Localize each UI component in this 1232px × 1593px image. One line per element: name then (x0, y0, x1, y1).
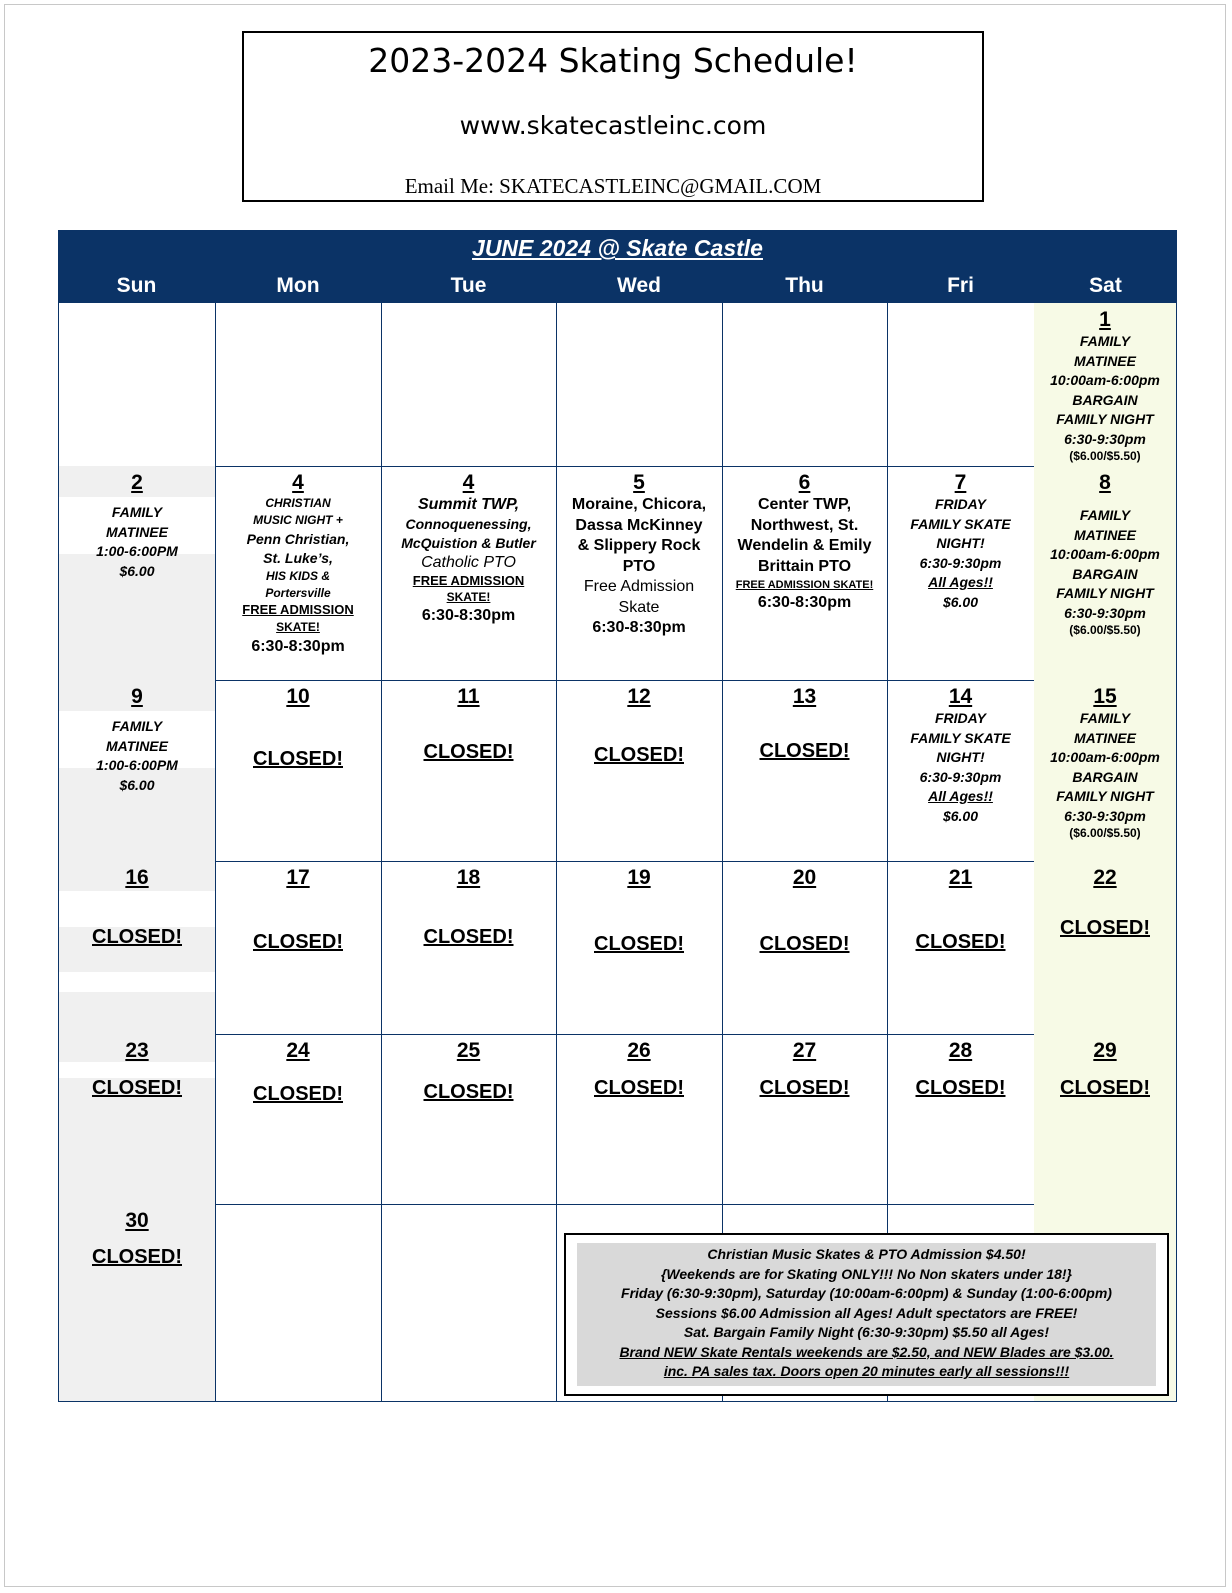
day-number: 30 (125, 1209, 149, 1232)
notice-line: Sessions $6.00 Admission all Ages! Adult spectators are FREE! (655, 1304, 1078, 1321)
day-number: 1 (1099, 308, 1111, 331)
event-text: MATINEE (1074, 729, 1136, 746)
event-time: 1:00-6:00PM (96, 543, 178, 559)
notice-line: Christian Music Skates & PTO Admission $4.50! (707, 1246, 1026, 1262)
closed-label: CLOSED! (423, 926, 514, 948)
closed-label: CLOSED! (253, 1083, 343, 1105)
event-text: Moraine, Chicora, (571, 496, 707, 513)
event-text: FREE ADMISSION SKATE! (735, 579, 874, 591)
day-cell-13 (722, 680, 888, 862)
header-box (242, 31, 984, 202)
day-cell-empty (722, 303, 888, 467)
day-cell-1 (1034, 303, 1177, 467)
notice-line: Sat. Bargain Family Night (6:30-9:30pm) $5.50 all Ages! (683, 1324, 1050, 1340)
event-text: Portersville (265, 586, 331, 600)
event-price: ($6.00/$5.50) (1069, 449, 1141, 463)
day-number: 19 (627, 866, 651, 889)
day-cell-2 (58, 466, 216, 681)
day-cell-25 (381, 1034, 557, 1205)
event-text: SKATE! (446, 590, 491, 604)
event-text: All Ages!! (928, 788, 993, 804)
notice-line: Brand NEW Skate Rentals weekends are $2.50, and NEW Blades are $3.00. (619, 1343, 1114, 1360)
day-cell-6 (722, 466, 888, 681)
day-number: 13 (792, 685, 817, 708)
closed-label: CLOSED! (594, 933, 684, 955)
event-text: FAMILY SKATE (910, 515, 1011, 532)
day-cell-empty (58, 303, 216, 467)
event-time: 6:30-9:30pm (919, 554, 1002, 571)
event-text: Dassa McKinney (575, 516, 703, 534)
event-text: Northwest, St. (750, 516, 859, 534)
day-number: 29 (1093, 1039, 1117, 1062)
event-time: 6:30-9:30pm (919, 768, 1002, 785)
event-text: BARGAIN (1072, 768, 1138, 785)
event-price: $6.00 (119, 562, 155, 579)
day-cell-27 (722, 1034, 888, 1205)
closed-label: CLOSED! (423, 1081, 514, 1103)
day-cell-4-tue (381, 466, 557, 681)
day-cell-14 (887, 680, 1035, 862)
notice-line: inc. PA sales tax. Doors open 20 minutes early all sessions!!! (663, 1363, 1070, 1379)
event-time: 6:30-9:30pm (1064, 604, 1146, 621)
day-number: 12 (627, 685, 651, 708)
event-text: SKATE! (276, 620, 320, 634)
day-number: 4 (292, 471, 304, 494)
day-cell-4 (215, 466, 382, 681)
notice-line: Friday (6:30-9:30pm), Saturday (10:00am-6:00pm) & Sunday (1:00-6:00pm) (621, 1285, 1112, 1301)
day-cell-9 (58, 680, 216, 862)
event-text: MATINEE (106, 737, 168, 754)
closed-label: CLOSED! (759, 1077, 850, 1099)
calendar (58, 230, 1177, 1402)
event-text: FAMILY SKATE (910, 729, 1011, 746)
day-number: 9 (131, 685, 143, 708)
event-time: 6:30-8:30pm (421, 607, 516, 624)
day-cell-12 (556, 680, 723, 862)
event-price: $6.00 (119, 776, 155, 793)
event-text: McQuistion & Butler (401, 535, 536, 551)
day-header-wed: Wed (617, 274, 661, 297)
day-number: 2 (131, 471, 143, 494)
event-text: FAMILY (111, 718, 163, 734)
event-text: Penn Christian, (246, 531, 350, 547)
day-cell-26 (556, 1034, 723, 1205)
cell-band (59, 972, 215, 992)
closed-label: CLOSED! (915, 931, 1006, 953)
event-text: Connoquenessing, (405, 516, 532, 532)
event-text: FAMILY (111, 504, 163, 520)
day-cell-empty (215, 303, 382, 467)
closed-label: CLOSED! (253, 931, 343, 953)
day-number: 22 (1093, 866, 1117, 889)
day-cell-19 (556, 861, 723, 1035)
closed-label: CLOSED! (1060, 1077, 1150, 1099)
event-text: FAMILY NIGHT (1056, 788, 1154, 804)
day-number: 24 (286, 1039, 310, 1062)
cell-band (59, 1062, 215, 1078)
day-number: 8 (1099, 471, 1111, 494)
closed-label: CLOSED! (759, 740, 850, 762)
event-time: 6:30-8:30pm (757, 594, 852, 611)
event-time: 6:30-9:30pm (1064, 807, 1146, 824)
event-time: 10:00am-6:00pm (1050, 749, 1160, 765)
event-price: $6.00 (942, 593, 979, 610)
event-text: FREE ADMISSION (242, 602, 354, 617)
event-text: FAMILY NIGHT (1056, 411, 1154, 427)
event-text: Summit TWP, (417, 496, 520, 513)
day-number: 5 (633, 471, 645, 494)
event-text: St. Luke’s, (263, 550, 333, 566)
day-cell-empty (381, 303, 557, 467)
event-text: FREE ADMISSION (412, 573, 525, 588)
event-text: Center TWP, (757, 496, 852, 513)
day-cell-30 (58, 1204, 216, 1402)
day-cell-empty (556, 303, 723, 467)
event-time: 6:30-9:30pm (1064, 430, 1146, 447)
event-text: FRIDAY (934, 710, 987, 726)
closed-label: CLOSED! (253, 748, 343, 770)
event-time: 1:00-6:00PM (96, 757, 178, 773)
day-number: 16 (125, 866, 149, 889)
day-cell-10 (215, 680, 382, 862)
closed-label: CLOSED! (594, 744, 684, 766)
day-number: 20 (792, 866, 817, 889)
day-number: 7 (954, 471, 967, 494)
notice-line: {Weekends are for Skating ONLY!!! No Non skaters under 18!} (660, 1265, 1073, 1282)
day-cell-empty (215, 1204, 382, 1402)
day-cell-15 (1034, 680, 1177, 862)
event-text: FAMILY NIGHT (1056, 585, 1154, 601)
schedule-title: 2023-2024 Skating Schedule! (368, 41, 858, 80)
event-text: & Slippery Rock (577, 537, 701, 554)
closed-label: CLOSED! (423, 741, 514, 763)
closed-label: CLOSED! (915, 1077, 1006, 1099)
event-text: NIGHT! (936, 535, 985, 551)
day-header-mon: Mon (276, 274, 320, 297)
day-cell-5 (556, 466, 723, 681)
closed-label: CLOSED! (594, 1077, 684, 1099)
event-text: NIGHT! (936, 749, 985, 765)
day-number: 4 (462, 471, 475, 494)
event-time: 6:30-8:30pm (592, 619, 686, 636)
event-text: Wendelin & Emily (737, 537, 872, 554)
day-cell-29 (1034, 1034, 1177, 1205)
day-cell-28 (887, 1034, 1035, 1205)
day-number: 14 (948, 685, 973, 708)
day-cell-20 (722, 861, 888, 1035)
day-number: 10 (286, 685, 310, 708)
day-number: 17 (286, 866, 310, 889)
day-cell-17 (215, 861, 382, 1035)
day-cell-11 (381, 680, 557, 862)
day-cell-empty (381, 1204, 557, 1402)
event-text: FAMILY (1079, 710, 1131, 726)
day-cell-21 (887, 861, 1035, 1035)
day-header-tue: Tue (450, 274, 487, 297)
day-number: 28 (948, 1039, 973, 1062)
event-text: MATINEE (1074, 526, 1136, 543)
day-cell-empty (887, 303, 1035, 467)
event-text: HIS KIDS & (265, 569, 330, 583)
day-number: 27 (792, 1039, 817, 1062)
month-title: JUNE 2024 @ Skate Castle (472, 235, 763, 261)
closed-label: CLOSED! (1060, 917, 1150, 939)
day-number: 26 (627, 1039, 651, 1062)
event-text: Catholic PTO (421, 554, 516, 571)
event-text: FAMILY (1079, 333, 1131, 349)
closed-label: CLOSED! (92, 1246, 182, 1268)
event-text: MATINEE (1074, 352, 1136, 369)
event-text: CHRISTIAN (265, 496, 331, 510)
event-text: FRIDAY (934, 496, 987, 512)
event-price: $6.00 (942, 807, 979, 824)
day-number: 23 (125, 1039, 149, 1062)
closed-label: CLOSED! (759, 933, 850, 955)
day-cell-7 (887, 466, 1035, 681)
event-time: 10:00am-6:00pm (1050, 546, 1160, 562)
pricing-notice-content (577, 1243, 1156, 1386)
event-text: BARGAIN (1072, 565, 1138, 582)
event-price: ($6.00/$5.50) (1069, 826, 1141, 840)
day-cell-22 (1034, 861, 1177, 1035)
day-header-sat: Sat (1089, 274, 1122, 297)
event-text: MATINEE (106, 523, 168, 540)
event-text: FAMILY (1079, 507, 1131, 523)
event-text: Skate (618, 598, 660, 616)
day-number: 18 (456, 866, 481, 889)
day-cell-18 (381, 861, 557, 1035)
website-text: www.skatecastleinc.com (459, 111, 767, 140)
day-header-thu: Thu (785, 274, 824, 297)
event-time: 10:00am-6:00pm (1050, 372, 1160, 388)
event-price: ($6.00/$5.50) (1069, 623, 1141, 637)
event-text: Free Admission (583, 578, 695, 595)
day-header-sun: Sun (116, 274, 157, 297)
event-text: MUSIC NIGHT + (253, 513, 343, 527)
closed-label: CLOSED! (92, 1077, 182, 1099)
day-number: 15 (1093, 685, 1117, 708)
day-cell-23 (58, 1034, 216, 1205)
day-number: 25 (456, 1039, 481, 1062)
event-text: PTO (622, 557, 656, 575)
cell-band (59, 891, 215, 927)
day-header-fri: Fri (947, 274, 974, 297)
day-number: 11 (457, 685, 480, 708)
day-cell-24 (215, 1034, 382, 1205)
event-text: Brittain PTO (757, 557, 852, 575)
day-cell-8 (1034, 466, 1177, 681)
closed-label: CLOSED! (92, 926, 182, 948)
day-number: 6 (798, 471, 811, 494)
email-text: Email Me: SKATECASTLEINC@GMAIL.COM (404, 174, 822, 198)
event-text: All Ages!! (928, 574, 993, 590)
day-number: 21 (948, 866, 973, 889)
pricing-notice-box (564, 1233, 1169, 1396)
event-time: 6:30-8:30pm (251, 638, 345, 655)
calendar-header (58, 230, 1177, 303)
day-cell-16 (58, 861, 216, 1035)
event-text: BARGAIN (1072, 391, 1138, 408)
